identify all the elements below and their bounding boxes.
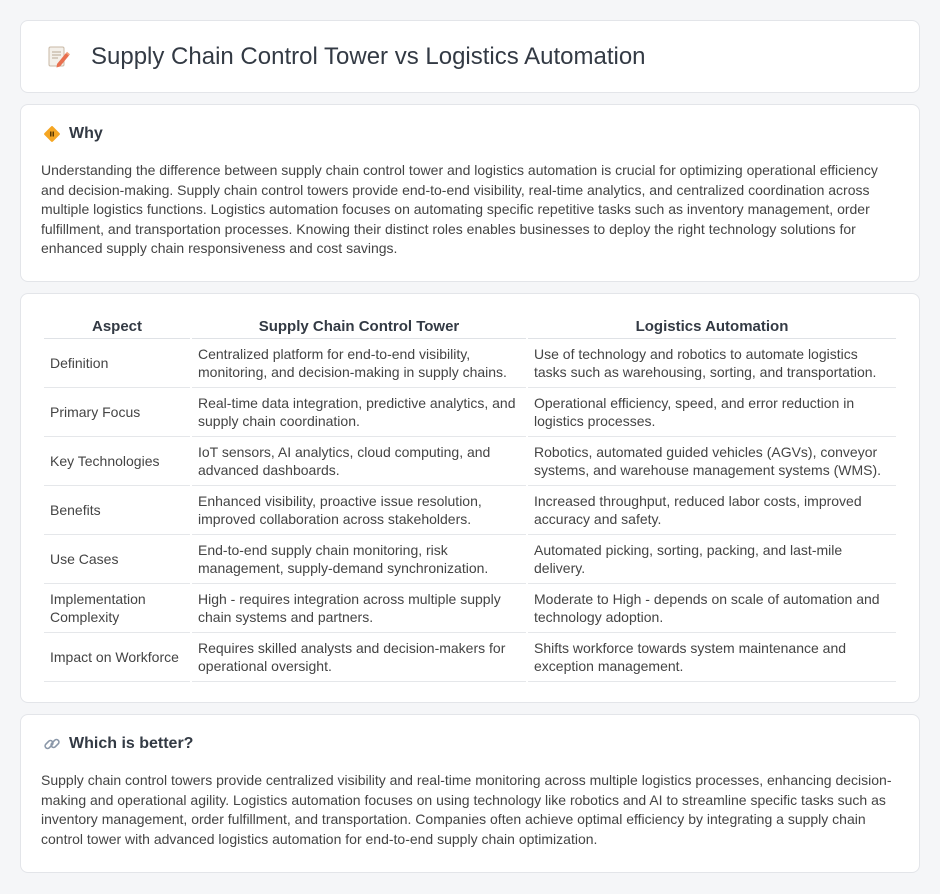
why-text: Understanding the difference between supply chain control tower and logistics automation is crucial for optimizing operational efficiency and decision-making. Supply chain control towers provide end-to-end visibility, real-time analytics, and centralized coordination across multiple logistics functions. Logistics automation focuses on automating specific repetitive tasks such as inventory management, order fulfillment, and transportation processes. Knowing their distinct roles enables businesses to deploy the right technology solutions for enhanced supply chain responsiveness and cost savings. <box>41 162 878 256</box>
which-is-better-section <box>20 714 920 873</box>
control-tower-cell: Real-time data integration, predictive analytics, and supply chain coordination. <box>192 388 526 437</box>
table-row <box>44 584 896 633</box>
logistics-automation-cell: Operational efficiency, speed, and error reduction in logistics processes. <box>528 388 896 437</box>
table-row <box>44 486 896 535</box>
aspect-cell: Benefits <box>44 486 190 535</box>
control-tower-cell: IoT sensors, AI analytics, cloud computing, and advanced dashboards. <box>192 437 526 486</box>
table-row <box>44 535 896 584</box>
aspect-cell: Use Cases <box>44 535 190 584</box>
table-row <box>44 339 896 388</box>
table-row <box>44 388 896 437</box>
logistics-automation-cell: Shifts workforce towards system maintenance and exception management. <box>528 633 896 682</box>
page-title: Supply Chain Control Tower vs Logistics Automation <box>91 42 646 70</box>
control-tower-cell: High - requires integration across multiple supply chain systems and partners. <box>192 584 526 633</box>
which-is-better-header <box>43 735 899 753</box>
logistics-automation-cell: Moderate to High - depends on scale of automation and technology adoption. <box>528 584 896 633</box>
logistics-automation-cell: Increased throughput, reduced labor costs, improved accuracy and safety. <box>528 486 896 535</box>
comparison-card <box>20 293 920 703</box>
control-tower-cell: Centralized platform for end-to-end visibility, monitoring, and decision-making in supply chains. <box>192 339 526 388</box>
link-icon <box>43 735 61 753</box>
logistics-automation-cell: Robotics, automated guided vehicles (AGVs), conveyor systems, and warehouse management systems (WMS). <box>528 437 896 486</box>
aspect-cell: Key Technologies <box>44 437 190 486</box>
aspect-cell: Definition <box>44 339 190 388</box>
memo-pencil-icon <box>45 44 71 70</box>
table-row <box>44 437 896 486</box>
table-header-row <box>44 314 896 339</box>
header-aspect: Aspect <box>44 314 190 339</box>
comparison-table <box>42 314 898 682</box>
why-title: Why <box>69 125 103 142</box>
which-is-better-text: Supply chain control towers provide centralized visibility and real-time monitoring across multiple logistics processes, enhancing decision-making and operational agility. Logistics automation focuses on using technology like robotics and AI to streamline specific tasks such as inventory management, order fulfillment, and transportation. Companies often achieve optimal efficiency by integrating a supply chain control tower with advanced logistics automation for end-to-end supply chain optimization. <box>41 772 892 847</box>
logistics-automation-cell: Automated picking, sorting, packing, and last-mile delivery. <box>528 535 896 584</box>
control-tower-cell: End-to-end supply chain monitoring, risk management, supply-demand synchronization. <box>192 535 526 584</box>
control-tower-cell: Requires skilled analysts and decision-makers for operational oversight. <box>192 633 526 682</box>
aspect-cell: Primary Focus <box>44 388 190 437</box>
title-card <box>20 20 920 93</box>
aspect-cell: Impact on Workforce <box>44 633 190 682</box>
aspect-cell: Implementation Complexity <box>44 584 190 633</box>
control-tower-cell: Enhanced visibility, proactive issue resolution, improved collaboration across stakeholders. <box>192 486 526 535</box>
logistics-automation-cell: Use of technology and robotics to automate logistics tasks such as warehousing, sorting, and transportation. <box>528 339 896 388</box>
which-is-better-title: Which is better? <box>69 735 194 752</box>
why-section <box>20 104 920 282</box>
road-sign-icon <box>43 125 61 143</box>
why-header <box>43 125 899 143</box>
header-logistics-automation: Logistics Automation <box>528 314 896 339</box>
table-row <box>44 633 896 682</box>
header-control-tower: Supply Chain Control Tower <box>192 314 526 339</box>
